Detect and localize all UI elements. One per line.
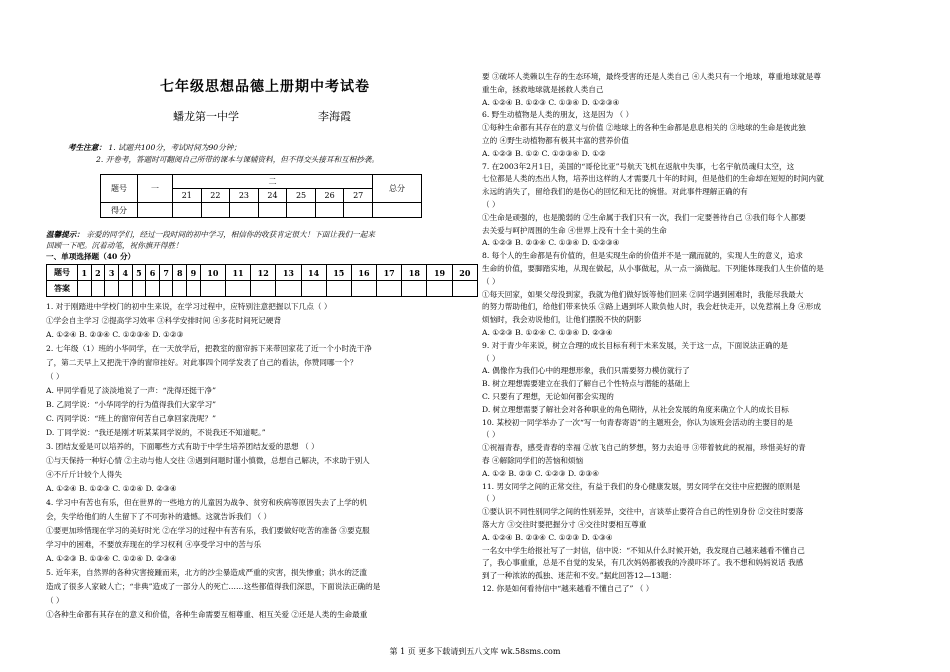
score-table	[100, 174, 422, 218]
question-line: ①要更加珍惜现在学习的美好时光 ②在学习的过程中有苦有乐，我们要做好吃苦的准备 ③要克服	[46, 526, 370, 535]
question-line: 要 ③破坏人类赖以生存的生态环境，最终受害的还是人类自己 ④人类只有一个地球，尊重地球就是尊	[482, 72, 821, 81]
score-table-q23: 23	[230, 189, 259, 203]
answer-table-answer-cell	[377, 281, 402, 297]
question-line: 10. 某校初一同学举办了一次“写一句青春寄语”的主题班会，你认为该班会活动的主要目的是	[482, 417, 793, 427]
question-line: B. 树立理想需要建立在我们了解自己个性特点与潜能的基础上	[482, 379, 690, 389]
answer-table-number: 10	[200, 265, 225, 281]
answer-table-number: 18	[402, 265, 427, 281]
score-table-q26: 26	[315, 189, 344, 203]
question-line: （ ）	[482, 430, 500, 440]
answer-table-answer-cell	[251, 281, 276, 297]
question-line: （ ）	[482, 200, 500, 209]
answer-table-answer-cell	[173, 281, 187, 297]
question-line: A. ①②③ B. ①③④ C. ①②④ D. ②③④	[46, 554, 177, 563]
answer-table-answer-cell	[351, 281, 376, 297]
answer-table-number: 2	[91, 265, 105, 281]
answer-table-number: 15	[326, 265, 351, 281]
question-line: C. 只要有了理想，无论如何都会实现的	[482, 392, 614, 401]
question-line: 8. 每个人的生命都是有价值的，但是实现生命的价值并不是一蹴而就的，实现人生的意义，追求	[482, 251, 803, 261]
answer-table-number: 6	[146, 265, 160, 281]
question-line: 烦恼时，我会劝说他们，让他们摆脱不快的阴影	[482, 315, 642, 325]
tip-line-1	[46, 230, 375, 240]
answer-table-number: 1	[78, 265, 92, 281]
school-name: 蟠龙第一中学	[173, 110, 239, 123]
answer-table-answer-cell	[132, 281, 146, 297]
question-line: 5. 近年来，自然界的各种灾害接踵而来，北方的沙尘暴造成严重的灾害，损失惨重；洪水的泛滥	[46, 568, 367, 577]
question-line: C. 丙同学说：“班上的窗帘何苦自己拿回家洗呢？”	[46, 414, 217, 423]
question-line: ④不斤斤计较个人得失	[46, 470, 122, 479]
question-line: 生命的价值，要脚踏实地，从现在做起，从小事做起，从一点一滴做起。下列能体现我们人生价值的是	[482, 264, 824, 273]
question-line: 9. 对于青少年来说，树立合理的成长目标有利于未来发展，关于这一点，下面说法正确的是	[482, 340, 788, 350]
question-line: ①要认识不同性别同学之间的性别差异，交往中，言谈举止要符合自己的性别身份 ②交往时要落	[482, 507, 804, 517]
question-line: 会，失学给他们的人生留下了不可弥补的遗憾。这就告诉我们 （ ）	[46, 512, 272, 521]
question-line: 4. 学习中有苦也有乐，但在世界的一些地方的儿童因为战争、贫穷和疾病等原因失去了上学的机	[46, 498, 367, 507]
answer-table-answer-cell	[187, 281, 201, 297]
answer-table-number: 3	[105, 265, 119, 281]
question-line: （ ）	[482, 494, 500, 504]
tip-label: 温馨提示：	[46, 230, 84, 239]
answer-table-answer-cell	[105, 281, 119, 297]
question-line: 了，第二天早上又把洗干净的窗帘挂好。对此事四个同学发表了自己的看法，你赞同哪一个？	[46, 358, 358, 367]
question-line: 到了一种浓浓的孤独、迷茫和不安。”据此回答12—13题：	[482, 571, 677, 581]
answer-table-number: 4	[118, 265, 132, 281]
question-line: 去关爱与呵护周围的生命 ④世界上没有十全十美的生命	[482, 225, 667, 235]
page-footer: 第 1 页 更多下载请到五八文库 wk.58sms.com	[389, 647, 561, 656]
question-line: 了，我心事重重，总是不自觉的发呆，有几次妈妈都被我的冷漠吓坏了。我不想和妈妈说话 我感	[482, 558, 804, 568]
answer-table-answer-cell	[452, 281, 477, 297]
question-line: A. ①② B. ②③ C. ①②③ D. ②③④	[482, 468, 600, 478]
answer-table-number-label: 题号	[47, 265, 78, 281]
answer-table-number: 12	[251, 265, 276, 281]
question-line: D. 丁同学说：“我还是刚才听某某同学说的，不说我还不知道呢。”	[46, 428, 266, 437]
answer-table-number: 8	[173, 265, 187, 281]
question-line: 的努力帮助他们，给他们带来快乐 ③路上遇到坏人欺负他人时，我会赶快走开，以免惹祸上身 ④形成	[482, 302, 821, 312]
question-line: ①学会自主学习 ②提高学习效率 ③科学安排时间 ④多花时间死记硬背	[46, 316, 282, 325]
question-line: 3. 团结友爱是可以培养的，下面哪些方式有助于中学生培养团结友爱的思想 （ ）	[46, 442, 319, 451]
question-line: （ ）	[46, 596, 64, 605]
score-table-q22: 22	[201, 189, 230, 203]
question-line: ①与天保持一种好心情 ②主动与他人交往 ③遇到问题时谨小慎微，总想自己解决，不求助于别人	[46, 456, 370, 465]
question-line: （ ）	[482, 276, 500, 286]
question-line: ①生命是顽强的，也是脆弱的 ②生命属于我们只有一次，我们一定要善待自己 ③我们每个人都要	[482, 212, 806, 222]
question-line: 2. 七年级（1）班的小华同学，在一天放学后，把教室的窗帘拆下来带回家花了近一个小时洗干净	[46, 344, 372, 353]
question-line: 学习中的困难，不要放弃现在的学习权利 ④享受学习中的苦与乐	[46, 540, 262, 549]
answer-table-answer-label: 答案	[47, 281, 78, 297]
question-line: D. 树立理想需要了解社会对各种职业的角色期待，从社会发展的角度来确立个人的成长目标	[482, 404, 789, 414]
answer-table-number: 5	[132, 265, 146, 281]
answer-table-answer-cell	[146, 281, 160, 297]
score-table-total: 总分	[373, 175, 422, 203]
question-line: A. ①②③ B. ②③④ C. ①③④ D. ①②③④	[482, 238, 620, 248]
answer-table-answer-cell	[200, 281, 225, 297]
answer-table-answer-cell	[326, 281, 351, 297]
answer-table-answer-cell	[402, 281, 427, 297]
question-line: A. ①②③ B. ①②④ C. ①③④ D. ②③④	[482, 328, 613, 337]
answer-table	[46, 264, 478, 297]
question-line: A. 偶像作为我们心中的理想形象，我们只需要努力模仿就行了	[482, 366, 690, 376]
answer-table-number: 20	[452, 265, 477, 281]
question-line: 11. 男女同学之间的正常交往，有益于我们的身心健康发展，男女同学在交往中应把握的原则是	[482, 481, 801, 491]
answer-table-number: 16	[351, 265, 376, 281]
notes-line-2: 2. 开卷考，答题时可翻阅自己所带的课本与课辅资料，但不得交头接耳和互相抄袭。	[96, 155, 380, 164]
question-line: 七位都是人类的杰出人物，培养出这样的人才需要几十年的时间，但是他们的生命却在短短的时间内就	[482, 174, 824, 184]
tip-text-1: 亲爱的同学们，经过一段时间的初中学习，相信你的收获肯定很大！下面让我们一起来	[86, 230, 375, 239]
score-table-label: 题号	[101, 175, 138, 203]
answer-table-number: 11	[225, 265, 250, 281]
question-line: 7. 在2003年2月1日，美国的“哥伦比亚”号航天飞机在返航中失事，七名宇航员魂归太空，这	[482, 161, 795, 171]
question-line: A. ①②④ B. ②③④ C. ①②③ D. ①③④	[482, 532, 613, 542]
score-table-q25: 25	[287, 189, 316, 203]
question-line: 立的 ④野生动植物都有极其丰富的营养价值	[482, 136, 629, 145]
answer-table-answer-cell	[427, 281, 452, 297]
question-line: 1. 对于刚踏进中学校门的初中生来说，在学习过程中，应特别注意把握以下几点（ ）	[46, 302, 332, 311]
notes-text-1: 1. 试题共100分，考试时间为90分钟；	[108, 143, 241, 152]
question-line: （ ）	[482, 353, 500, 363]
question-line: A. ①②④ B. ②③④ C. ①②③④ D. ①②③	[46, 330, 184, 339]
answer-table-answer-cell	[118, 281, 132, 297]
question-line: ①每种生命都有其存在的意义与价值 ②地球上的各种生命都是息息相关的 ③地球的生命是彼此独	[482, 123, 806, 133]
question-line: （ ）	[46, 372, 64, 381]
question-line: A. ①②④ B. ①②③ C. ①②④ D. ②③④	[46, 484, 177, 493]
answer-table-answer-cell	[225, 281, 250, 297]
question-line: 6. 野生动植物是人类的朋友，这是因为 （ ）	[482, 110, 634, 120]
question-line: 重生命，拯救地球就是拯救人类自己	[482, 84, 604, 94]
score-table-q24: 24	[258, 189, 287, 203]
question-line: ①每天回家，如果父母没到家，我就为他们做好饭等他们回来 ②同学遇到困难时，我能尽我最大	[482, 289, 804, 299]
question-line: ①祝福青春，感受青春的幸福 ②放飞自己的梦想，努力去追寻 ③带着彼此的祝福，珍惜美好的青	[482, 443, 806, 453]
answer-table-number: 9	[187, 265, 201, 281]
answer-table-answer-cell	[301, 281, 326, 297]
answer-table-number: 14	[301, 265, 326, 281]
question-line: A. 甲同学看见了淡淡地说了一声：“洗得还挺干净”	[46, 386, 216, 395]
answer-table-number: 17	[377, 265, 402, 281]
question-line: A. ①②③ B. ①② C. ①②③④ D. ①②	[482, 148, 606, 158]
score-table-q27: 27	[344, 189, 373, 203]
question-line: 造成了很多人家破人亡；“非典”造成了一部分人的死亡……这些都值得我们深思，下面说法正确的是	[46, 582, 381, 591]
section-1-heading: 一、单项选择题（40 分）	[46, 252, 136, 261]
question-line: 12. 你是如何看待信中“越来越看不懂自己了” （ ）	[482, 584, 654, 593]
answer-table-answer-cell	[276, 281, 301, 297]
question-line: ①各种生命都有其存在的意义和价值，各种生命需要互相尊重、相互关爱 ②还是人类的生命最重	[46, 610, 368, 619]
notes-line-1	[68, 143, 241, 153]
question-line: A. ①②④ B. ①②③ C. ①③④ D. ①②③④	[482, 97, 620, 107]
answer-table-number: 19	[427, 265, 452, 281]
answer-table-answer-cell	[78, 281, 92, 297]
answer-table-answer-cell	[91, 281, 105, 297]
answer-table-answer-cell	[159, 281, 173, 297]
author-name: 李海霞	[318, 110, 351, 123]
score-table-q21: 21	[173, 189, 202, 203]
answer-table-number: 7	[159, 265, 173, 281]
question-line: B. 乙同学说：“小华同学的行为值得我们大家学习”	[46, 400, 217, 409]
tip-line-2: 回顾一下吧。沉着动笔，祝你旗开得胜！	[46, 241, 183, 250]
question-line: 落大方 ③交往时要把握分寸 ④交往时要相互尊重	[482, 520, 647, 529]
page-title: 七年级思想品德上册期中考试卷	[160, 79, 370, 95]
score-table-section1: 一	[138, 175, 173, 203]
question-line: 春 ④解除同学们的苦恼和烦恼	[482, 456, 584, 465]
score-table-section2: 二	[173, 175, 373, 189]
notes-label: 考生注意：	[68, 143, 106, 152]
score-table-score-label: 得分	[101, 203, 138, 218]
answer-table-number: 13	[276, 265, 301, 281]
question-line: 一名女中学生给报社写了一封信，信中说：“不知从什么时候开始，我发现自己越来越看不懂自己	[482, 545, 805, 555]
question-line: 永远的消失了，留给我们的是伤心的回忆和无比的惋惜。对此事件理解正确的有	[482, 187, 748, 197]
